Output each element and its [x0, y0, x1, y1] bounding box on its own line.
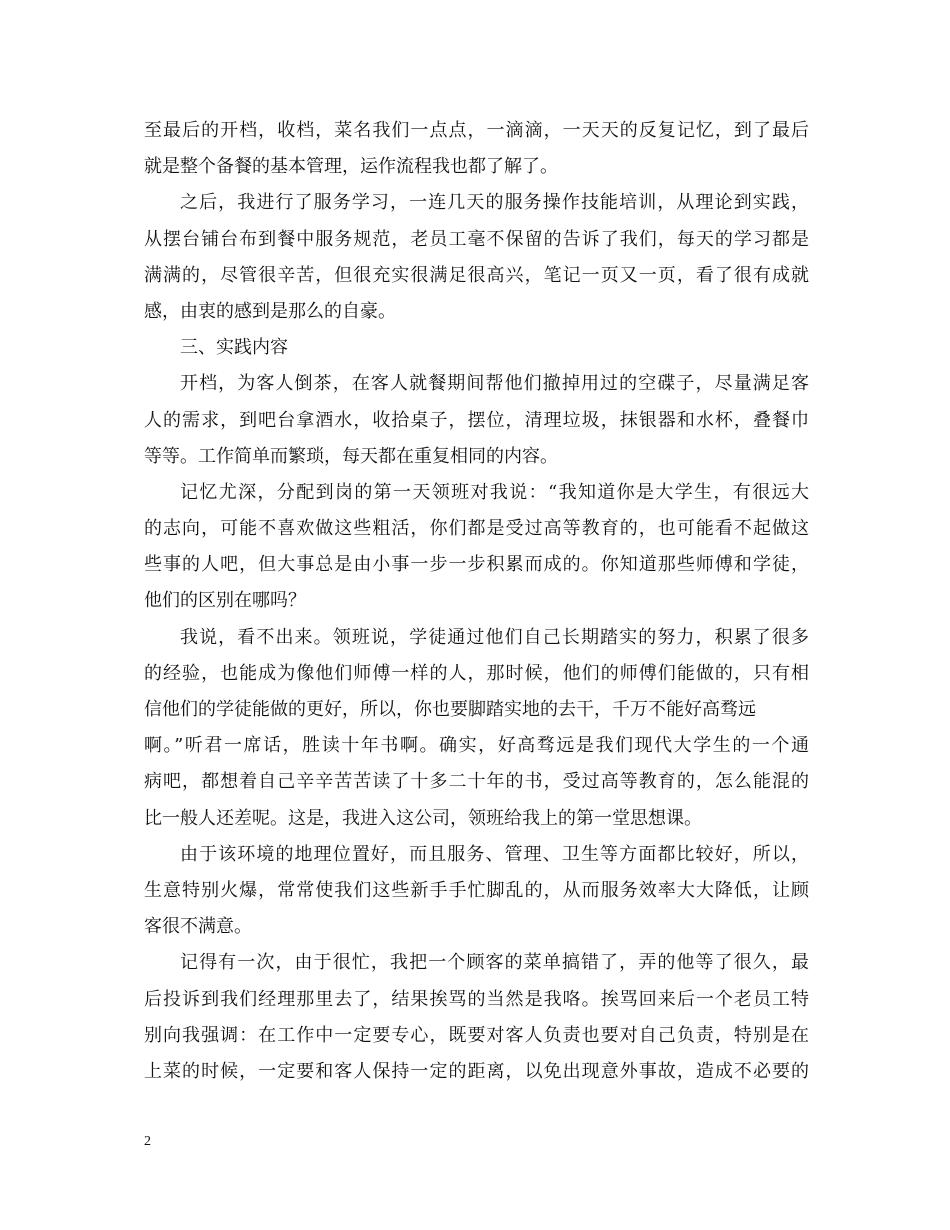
- text-line: 些事的人吧，但大事总是由小事一步一步积累而成的。你知道那些师傅和学徒，: [144, 554, 809, 576]
- document-body: [144, 113, 809, 1090]
- section-heading: 三、实践内容: [180, 337, 288, 359]
- paragraph-start-line: 开档，为客人倒茶，在客人就餐期间帮他们撤掉用过的空碟子，尽量满足客: [180, 373, 809, 395]
- text-line: 至最后的开档，收档，菜名我们一点点，一滴滴，一天天的反复记忆，到了最后: [144, 120, 809, 141]
- paragraph-start-line: 记得有一次，由于很忙，我把一个顾客的菜单搞错了，弄的他等了很久，最: [180, 952, 809, 974]
- paragraph-start-line: 我说，看不出来。领班说，学徒通过他们自己长期踏实的努力，积累了很多: [180, 626, 809, 648]
- paragraph-start-line: 记忆尤深，分配到岗的第一天领班对我说：“我知道你是大学生，有很远大: [180, 481, 809, 503]
- text-line: 后投诉到我们经理那里去了，结果挨骂的当然是我咯。挨骂回来后一个老员工特: [144, 988, 809, 1010]
- text-line: 信他们的学徒能做的更好，所以，你也要脚踏实地的去干，千万不能好高骛远: [144, 699, 756, 720]
- text-line: 比一般人还差呢。这是，我进入这公司，领班给我上的第一堂思想课。: [144, 807, 702, 829]
- paragraph-start-line: 之后，我进行了服务学习，一连几天的服务操作技能培训，从理论到实践，: [180, 192, 809, 214]
- text-line: 生意特别火爆，常常使我们这些新手手忙脚乱的，从而服务效率大大降低，让顾: [144, 879, 809, 901]
- text-line: 就是整个备餐的基本管理，运作流程我也都了解了。: [144, 156, 558, 178]
- text-line: 别向我强调：在工作中一定要专心，既要对客人负责也要对自己负责，特别是在: [144, 1024, 809, 1046]
- text-line: 感，由衷的感到是那么的自豪。: [144, 300, 396, 322]
- text-line: 啊。”听君一席话，胜读十年书啊。确实，好高骛远是我们现代大学生的一个通: [144, 735, 809, 757]
- text-line: 他们的区别在哪吗？: [144, 590, 306, 612]
- text-line: 的志向，可能不喜欢做这些粗活，你们都是受过高等教育的，也可能看不起做这: [144, 518, 809, 540]
- text-line: 等等。工作简单而繁琐，每天都在重复相同的内容。: [144, 445, 558, 467]
- page-number: 2: [144, 1134, 151, 1149]
- text-line: 从摆台铺台布到餐中服务规范，老员工毫不保留的告诉了我们，每天的学习都是: [144, 228, 809, 250]
- paragraph-start-line: 由于该环境的地理位置好，而且服务、管理、卫生等方面都比较好，所以，: [180, 843, 809, 865]
- text-line: 人的需求，到吧台拿酒水，收拾桌子，摆位，清理垃圾，抹银器和水杯，叠餐巾: [144, 409, 809, 431]
- text-line: 病吧，都想着自己辛辛苦苦读了十多二十年的书，受过高等教育的，怎么能混的: [144, 771, 809, 793]
- text-line: 满满的，尽管很辛苦，但很充实很满足很高兴，笔记一页又一页，看了很有成就: [144, 264, 809, 286]
- text-line: 上菜的时候，一定要和客人保持一定的距离，以免出现意外事故，造成不必要的: [144, 1060, 809, 1082]
- text-line: 的经验，也能成为像他们师傅一样的人，那时候，他们的师傅们能做的，只有相: [144, 662, 809, 684]
- text-line: 客很不满意。: [144, 916, 252, 938]
